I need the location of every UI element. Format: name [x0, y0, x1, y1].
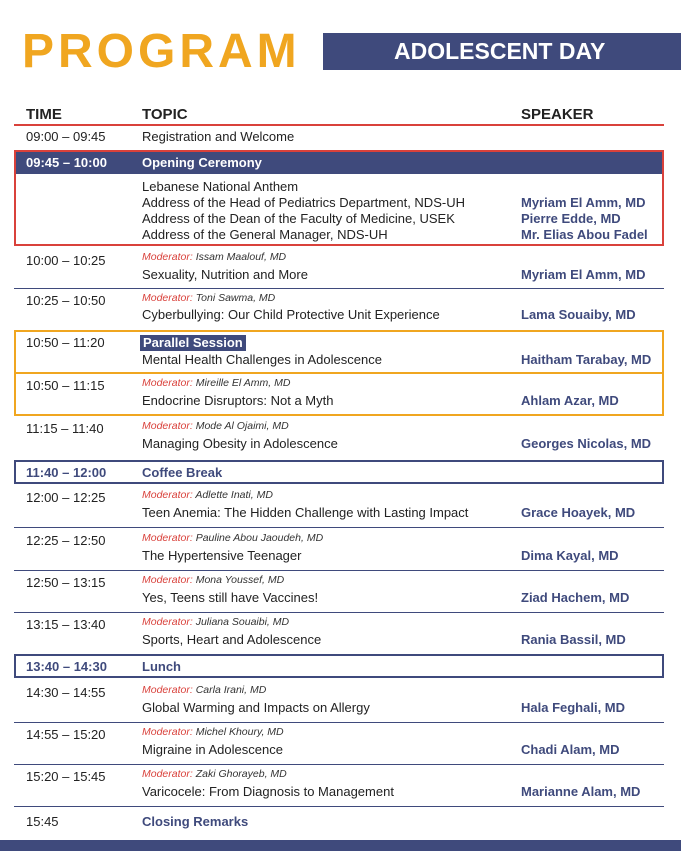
- opening-item-speaker: Myriam El Amm, MD: [521, 195, 646, 210]
- session-speaker: Grace Hoayek, MD: [521, 505, 636, 520]
- coffee-time: 11:40 – 12:00: [26, 465, 107, 480]
- session-topic: Global Warming and Impacts on Allergy: [142, 700, 370, 715]
- lunch-topic: Lunch: [142, 659, 181, 674]
- row-divider: [14, 806, 664, 807]
- session-moderator: Moderator: Mireille El Amm, MD: [142, 377, 291, 389]
- session-time: 14:30 – 14:55: [26, 685, 106, 700]
- session-topic: Migraine in Adolescence: [142, 742, 283, 757]
- session-speaker: Haitham Tarabay, MD: [521, 352, 652, 367]
- lunch-time: 13:40 – 14:30: [26, 659, 107, 674]
- row-divider: [14, 722, 664, 723]
- header-divider: [14, 124, 664, 126]
- session-moderator: Moderator: Mode Al Ojaimi, MD: [142, 420, 289, 432]
- session-speaker: Ahlam Azar, MD: [521, 393, 619, 408]
- header-speaker: SPEAKER: [521, 106, 594, 123]
- session-time: 14:55 – 15:20: [26, 727, 106, 742]
- registration-topic: Registration and Welcome: [142, 129, 295, 144]
- session-moderator: Moderator: Pauline Abou Jaoudeh, MD: [142, 532, 324, 544]
- lunch-band: [14, 654, 664, 678]
- session-topic: Cyberbullying: Our Child Protective Unit Experience: [142, 307, 440, 322]
- closing-time: 15:45: [26, 814, 59, 829]
- session-time: 12:25 – 12:50: [26, 533, 106, 548]
- session-speaker: Dima Kayal, MD: [521, 548, 619, 563]
- row-divider: [14, 527, 664, 528]
- footer-bar: [0, 840, 681, 851]
- session-topic: Endocrine Disruptors: Not a Myth: [142, 393, 334, 408]
- session-moderator: Moderator: Juliana Souaibi, MD: [142, 616, 290, 628]
- session-time: 12:50 – 13:15: [26, 575, 106, 590]
- opening-topic: Opening Ceremony: [142, 155, 262, 170]
- parallel-session-tag: Parallel Session: [140, 335, 246, 351]
- session-moderator: Moderator: Issam Maalouf, MD: [142, 251, 287, 263]
- parallel-divider: [14, 372, 664, 374]
- session-topic: Sports, Heart and Adolescence: [142, 632, 322, 647]
- opening-item-topic: Address of the General Manager, NDS-UH: [142, 227, 388, 242]
- header-time: TIME: [26, 106, 62, 123]
- session-time: 10:25 – 10:50: [26, 293, 106, 308]
- registration-time: 09:00 – 09:45: [26, 129, 106, 144]
- program-title: PROGRAM: [22, 25, 301, 78]
- session-topic: Mental Health Challenges in Adolescence: [142, 352, 382, 367]
- session-moderator: Moderator: Adlette Inati, MD: [142, 489, 273, 501]
- session-topic: Varicocele: From Diagnosis to Management: [142, 784, 394, 799]
- session-topic: Teen Anemia: The Hidden Challenge with Lasting Impact: [142, 505, 469, 520]
- session-topic: Yes, Teens still have Vaccines!: [142, 590, 319, 605]
- session-time: 13:15 – 13:40: [26, 617, 106, 632]
- session-time: 11:15 – 11:40: [26, 421, 104, 436]
- row-divider: [14, 288, 664, 289]
- session-speaker: Myriam El Amm, MD: [521, 267, 646, 282]
- session-moderator: Moderator: Michel Khoury, MD: [142, 726, 284, 738]
- session-moderator: Moderator: Zaki Ghorayeb, MD: [142, 768, 287, 780]
- coffee-break-band: [14, 460, 664, 484]
- session-speaker: Marianne Alam, MD: [521, 784, 641, 799]
- row-divider: [14, 612, 664, 613]
- opening-item-topic: Address of the Head of Pediatrics Department, NDS-UH: [142, 195, 465, 210]
- session-speaker: Rania Bassil, MD: [521, 632, 626, 647]
- closing-topic: Closing Remarks: [142, 814, 249, 829]
- session-speaker: Hala Feghali, MD: [521, 700, 626, 715]
- session-topic: Managing Obesity in Adolescence: [142, 436, 338, 451]
- row-divider: [14, 570, 664, 571]
- session-speaker: Ziad Hachem, MD: [521, 590, 630, 605]
- session-moderator: Moderator: Toni Sawma, MD: [142, 292, 276, 304]
- opening-ceremony-band: [14, 150, 664, 174]
- opening-item-speaker: Pierre Edde, MD: [521, 211, 621, 226]
- session-speaker: Georges Nicolas, MD: [521, 436, 652, 451]
- opening-time: 09:45 – 10:00: [26, 155, 107, 170]
- coffee-topic: Coffee Break: [142, 465, 223, 480]
- row-divider: [14, 764, 664, 765]
- session-moderator: Moderator: Mona Youssef, MD: [142, 574, 285, 586]
- session-time: 10:00 – 10:25: [26, 253, 106, 268]
- session-topic: The Hypertensive Teenager: [142, 548, 302, 563]
- session-moderator: Moderator: Carla Irani, MD: [142, 684, 267, 696]
- opening-item-speaker: Mr. Elias Abou Fadel: [521, 227, 648, 242]
- session-time: 12:00 – 12:25: [26, 490, 106, 505]
- opening-item-topic: Lebanese National Anthem: [142, 179, 299, 194]
- event-day-banner: ADOLESCENT DAY: [323, 33, 681, 70]
- session-speaker: Chadi Alam, MD: [521, 742, 620, 757]
- session-speaker: Lama Souaiby, MD: [521, 307, 636, 322]
- session-time: 10:50 – 11:15: [26, 378, 105, 393]
- header-topic: TOPIC: [142, 106, 188, 123]
- session-time: 10:50 – 11:20: [26, 335, 105, 350]
- session-time: 15:20 – 15:45: [26, 769, 106, 784]
- opening-item-topic: Address of the Dean of the Faculty of Medicine, USEK: [142, 211, 455, 226]
- session-topic: Sexuality, Nutrition and More: [142, 267, 308, 282]
